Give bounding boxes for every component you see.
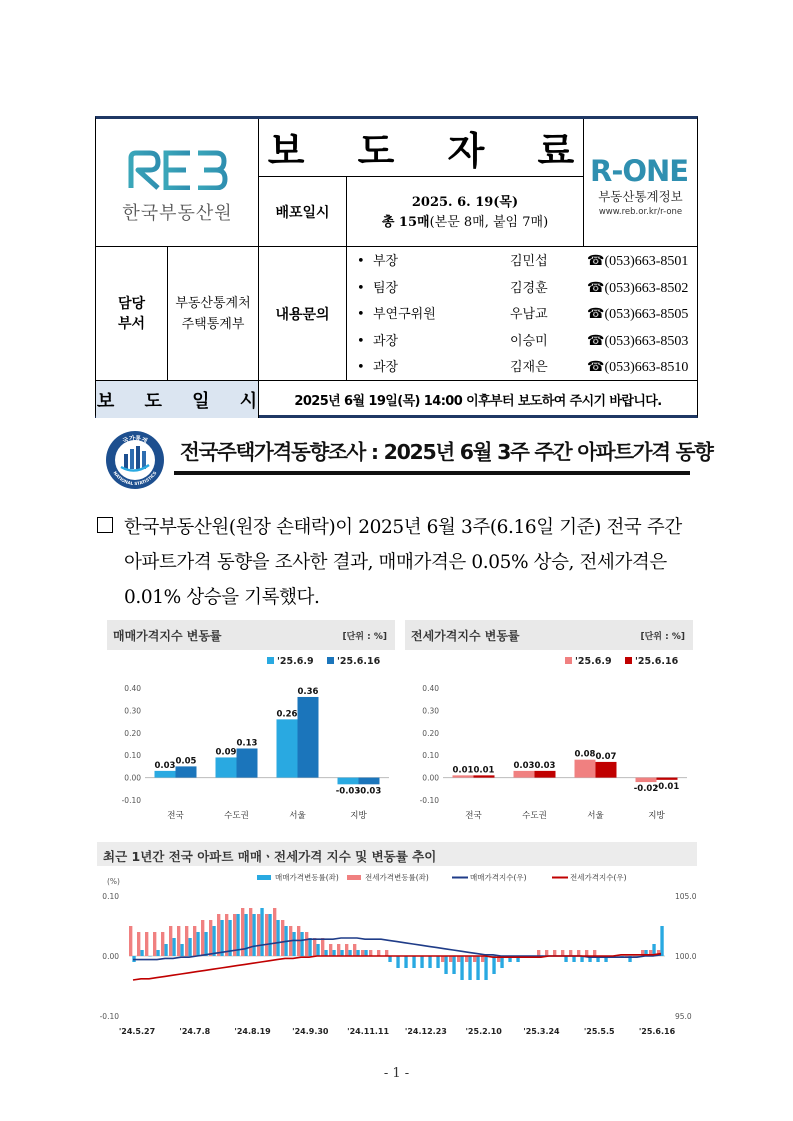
y-tick-label: 0.40: [124, 684, 141, 693]
legend-label: '25.6.16: [337, 656, 381, 667]
trend-bar: [356, 950, 359, 956]
contact-name: 김재은: [510, 360, 548, 375]
trend-bar: [553, 950, 556, 956]
doc-title-cell: [259, 119, 595, 177]
y-tick-label: 0.10: [124, 751, 141, 761]
trend-bar: [292, 932, 295, 956]
trend-bar: [268, 914, 271, 956]
headline-banner: [104, 425, 713, 487]
trend-bar: [316, 944, 319, 956]
trend-bar: [377, 950, 380, 956]
trend-bar: [369, 950, 372, 956]
x-tick-label: '24.7.8: [179, 1027, 211, 1036]
contact-name: 김민섭: [510, 254, 548, 269]
bar: [636, 778, 657, 782]
x-tick-label: 서울: [587, 811, 604, 821]
department-value: [168, 247, 259, 381]
trend-bar: [564, 956, 567, 962]
bar: [277, 719, 298, 777]
contact-phone[interactable]: ☎(053)663-8503: [587, 333, 689, 349]
bullet: •: [357, 333, 365, 349]
data-label: 0.07: [595, 751, 617, 762]
reb-logo: [128, 150, 228, 190]
contact-name: 우남교: [510, 307, 548, 322]
emblem-text-top: 국가통계: [121, 434, 149, 445]
trend-bar: [308, 938, 311, 956]
brand-subtitle: 부동산통계정보: [598, 189, 683, 204]
bar: [596, 762, 617, 778]
legend-swatch: [565, 657, 572, 664]
trend-bar: [212, 926, 215, 956]
trend-bar: [412, 956, 415, 968]
trend-bar: [177, 926, 180, 956]
trend-bar: [481, 956, 484, 962]
bar: [155, 771, 176, 778]
trend-bar: [129, 926, 132, 956]
trend-bar: [569, 950, 572, 956]
trend-bar: [273, 908, 276, 956]
x-tick-label: '25.6.16: [638, 1027, 676, 1036]
doc-title: 보 도 자 료: [267, 129, 595, 173]
trend-bar: [305, 932, 308, 956]
y-tick-label: 0.10: [102, 892, 119, 901]
data-label: 0.09: [215, 747, 237, 758]
x-tick-label: 수도권: [224, 811, 249, 821]
trend-bar: [188, 938, 191, 956]
bullet: •: [357, 360, 365, 375]
department-name-2: 주택통계부: [181, 316, 245, 332]
x-tick-label: '24.5.27: [118, 1027, 156, 1036]
page-number: - 1 -: [383, 1066, 410, 1081]
trend-bar: [217, 914, 220, 956]
org-logo-cell: [96, 119, 259, 247]
r-one-logo-text: R-ONE: [590, 155, 689, 185]
trend-bar: [193, 926, 196, 956]
trend-bar: [492, 956, 495, 974]
sale-price-change-chart: [107, 620, 395, 826]
bar: [514, 771, 535, 778]
bar: [359, 778, 380, 785]
trend-bar: [185, 926, 188, 956]
bar: [474, 775, 495, 777]
data-label: 0.03: [513, 760, 535, 771]
contact-row: [347, 329, 697, 356]
distribution-date: 2025. 6. 19(목): [411, 195, 519, 210]
org-name: 한국부동산원: [122, 203, 233, 224]
trend-bar: [196, 932, 199, 956]
legend-label: 매매가격변동률(좌): [275, 873, 339, 882]
trend-bar: [353, 944, 356, 956]
trend-bar: [385, 950, 388, 956]
national-statistics-emblem: [104, 429, 166, 491]
y2-tick-label: 95.0: [675, 1012, 692, 1021]
bar: [298, 697, 319, 778]
bullet: •: [357, 254, 365, 269]
y-tick-label: 0.20: [124, 728, 141, 738]
trend-bar: [660, 926, 663, 956]
contact-row: [347, 302, 697, 329]
data-label: 0.05: [175, 756, 197, 767]
department-label: [96, 247, 168, 381]
x-tick-label: 수도권: [522, 811, 547, 821]
legend-swatch: [347, 875, 361, 880]
trend-bar: [345, 944, 348, 956]
y-tick-label: 0.40: [422, 684, 439, 693]
trend-bar: [420, 956, 423, 968]
contact-name: 김경훈: [510, 280, 548, 296]
trend-bar: [161, 932, 164, 956]
trend-bar: [313, 938, 316, 956]
x-tick-label: 서울: [289, 811, 306, 821]
y-tick-label: -0.10: [419, 796, 439, 805]
trend-bar: [476, 956, 479, 980]
bar: [453, 775, 474, 777]
trend-bar: [260, 908, 263, 956]
inquiry-label-text: 내용문의: [275, 306, 330, 323]
data-label: 0.01: [452, 765, 474, 776]
trend-bar: [484, 956, 487, 980]
x-tick-label: '25.3.24: [523, 1027, 560, 1036]
release-date-label-text: 보 도 일 시: [96, 390, 270, 412]
contact-phone[interactable]: ☎(053)663-8501: [587, 254, 689, 269]
inquiry-label: [259, 247, 347, 381]
sale-price-change-plot: [107, 650, 395, 826]
trend-bar: [441, 956, 444, 962]
data-label: 0.36: [297, 686, 319, 697]
data-label: -0.03: [335, 786, 361, 797]
chart-title: 최근 1년간 전국 아파트 매매ㆍ전세가격 지수 및 변동률 추이: [103, 849, 437, 864]
trend-bar: [169, 926, 172, 956]
chart-unit: [단위 : %]: [640, 632, 685, 642]
y-tick-label: 0.30: [422, 706, 439, 716]
distribution-pages-detail: (본문 8매, 붙임 7매): [429, 215, 549, 230]
trend-bar: [220, 920, 223, 956]
y-tick-label: 0.30: [124, 706, 141, 716]
legend-label: 전세가격변동률(좌): [365, 873, 429, 882]
release-date-label: [96, 381, 270, 418]
trend-bar: [276, 920, 279, 956]
data-label: 0.03: [534, 760, 556, 771]
trend-bar: [340, 950, 343, 956]
left-axis-unit: (%): [107, 877, 120, 886]
trend-bar: [585, 950, 588, 956]
legend-swatch: [327, 657, 334, 664]
trend-bar: [460, 956, 463, 980]
data-label: 0.08: [574, 749, 596, 760]
trend-bar: [364, 950, 367, 956]
jeonse-price-change-chart: [405, 620, 693, 826]
data-label: -0.02: [633, 784, 659, 795]
trend-bar: [388, 956, 391, 962]
bar: [176, 766, 197, 777]
bar: [216, 757, 237, 777]
trend-bar: [545, 950, 548, 956]
data-label: 0.01: [473, 765, 495, 776]
contact-row: [347, 276, 697, 303]
contact-name: 이승미: [510, 333, 548, 349]
data-label: -0.01: [654, 781, 680, 792]
trend-bar: [140, 950, 143, 956]
trend-bar: [436, 956, 439, 968]
yearly-trend-plot: [97, 866, 697, 1042]
trend-bar: [281, 920, 284, 956]
trend-bar: [348, 950, 351, 956]
x-tick-label: '24.12.23: [404, 1027, 447, 1036]
y-tick-label: -0.10: [121, 796, 141, 805]
chart-header: [97, 842, 697, 866]
trend-bar: [137, 932, 140, 956]
distribution-pages-total: 총 15매: [381, 215, 430, 230]
trend-bar: [404, 956, 407, 968]
trend-bar: [244, 914, 247, 956]
contact-row: [347, 249, 697, 276]
chart-header: [107, 620, 395, 650]
trend-bar: [537, 950, 540, 956]
y2-tick-label: 100.0: [675, 952, 697, 961]
contact-position: 과장: [373, 333, 399, 349]
data-label: -0.03: [356, 786, 382, 797]
contact-position: 팀장: [373, 280, 399, 296]
trend-bar: [468, 956, 471, 980]
chart-title: 매매가격지수 변동률: [113, 629, 222, 643]
trend-bar: [172, 938, 175, 956]
headline-title: 전국주택가격동향조사 : 2025년 6월 3주 주간 아파트가격 동향: [180, 440, 713, 464]
data-label: 0.13: [236, 738, 258, 749]
x-tick-label: 전국: [465, 811, 482, 821]
trend-bar: [201, 920, 204, 956]
trend-bar: [337, 944, 340, 956]
legend-label: '25.6.9: [277, 656, 314, 667]
distribution-value: [347, 177, 584, 247]
contact-position: 부장: [373, 254, 399, 269]
headline-underline: [174, 471, 690, 475]
trend-bar: [465, 956, 468, 962]
trend-bar: [428, 956, 431, 968]
department-name-1: 부동산통계처: [175, 295, 251, 311]
trend-bar: [396, 956, 399, 968]
chart-header: [405, 620, 693, 650]
y-tick-label: 0.00: [422, 773, 439, 783]
trend-bar: [593, 950, 596, 956]
department-label-line1: 담당: [117, 295, 146, 312]
trend-bar: [209, 920, 212, 956]
trend-bar: [449, 956, 452, 962]
bar: [237, 748, 258, 777]
trend-bar: [300, 932, 303, 956]
jeonse-price-change-plot: [405, 650, 693, 826]
contact-phone[interactable]: ☎(053)663-8510: [587, 360, 689, 375]
y-tick-label: 0.00: [124, 773, 141, 783]
summary-bullet-box: [97, 517, 113, 533]
trend-bar: [321, 938, 324, 956]
bullet: •: [357, 280, 365, 296]
x-tick-label: '25.5.5: [583, 1027, 615, 1036]
trend-bar: [457, 956, 460, 962]
trend-bar: [180, 944, 183, 956]
distribution-label: [259, 177, 347, 247]
contact-phone[interactable]: ☎(053)663-8505: [587, 307, 689, 322]
trend-bar: [572, 956, 575, 962]
trend-bar: [577, 950, 580, 956]
x-tick-label: '24.8.19: [234, 1027, 271, 1036]
trend-bar: [153, 932, 156, 956]
trend-bar: [156, 950, 159, 956]
chart-unit: [단위 : %]: [342, 632, 387, 642]
legend-swatch: [625, 657, 632, 664]
summary-paragraph: [97, 510, 703, 615]
x-tick-label: 전국: [167, 811, 184, 821]
trend-bar: [265, 914, 268, 956]
bar: [657, 778, 678, 780]
r-one-logo: [590, 155, 692, 185]
summary-text: 한국부동산원(원장 손태락)이 2025년 6월 3주(6.16일 기준) 전국 주간 아파트가격 동향을 조사한 결과, 매매가격은 0.05% 상승, 전세가격은 0.01% 상승을 기록했다.: [124, 517, 682, 608]
x-tick-label: '24.11.11: [347, 1027, 390, 1036]
emblem-text-bottom: NATIONAL STATISTICS: [112, 470, 158, 487]
y-tick-label: 0.20: [422, 728, 439, 738]
trend-bar: [452, 956, 455, 974]
y-tick-label: -0.10: [99, 1012, 119, 1021]
trend-bar: [164, 944, 167, 956]
legend-label: '25.6.9: [575, 656, 612, 667]
bar: [535, 771, 556, 778]
trend-bar: [252, 914, 255, 956]
x-tick-label: '25.2.10: [465, 1027, 502, 1036]
trend-bar: [329, 944, 332, 956]
bar: [338, 778, 359, 785]
release-date-value: 2025년 6월 19일(목) 14:00 이후부터 보도하여 주시기 바랍니다.: [294, 394, 662, 409]
trend-bar: [204, 932, 207, 956]
x-tick-label: 지방: [648, 811, 665, 821]
legend-label: 매매가격지수(우): [470, 873, 527, 882]
trend-bar: [473, 956, 476, 962]
trend-bar: [561, 950, 564, 956]
press-release-header: [95, 116, 698, 418]
contact-row: [347, 355, 697, 382]
trend-bar: [324, 950, 327, 956]
brand-url[interactable]: www.reb.or.kr/r-one: [598, 207, 683, 217]
y-tick-label: 0.00: [102, 952, 119, 961]
legend-swatch: [257, 875, 271, 880]
distribution-label-text: 배포일시: [275, 204, 330, 221]
trend-bar: [249, 908, 252, 956]
x-tick-label: 지방: [350, 811, 367, 821]
bullet: •: [357, 307, 365, 322]
yearly-trend-chart: [97, 842, 697, 1042]
contact-list: [347, 247, 697, 381]
trend-bar: [361, 950, 364, 956]
y-tick-label: 0.10: [422, 751, 439, 761]
department-label-line2: 부서: [117, 315, 146, 332]
contact-position: 과장: [373, 360, 399, 375]
trend-bar: [332, 950, 335, 956]
bar: [575, 760, 596, 778]
y2-tick-label: 105.0: [675, 892, 697, 901]
trend-bar: [257, 914, 260, 956]
legend-label: '25.6.16: [635, 656, 679, 667]
data-label: 0.03: [154, 760, 176, 771]
brand-logo-cell: [584, 119, 697, 247]
legend-label: 전세가격지수(우): [570, 873, 627, 882]
chart-title: 전세가격지수 변동률: [411, 629, 520, 643]
trend-bar: [225, 914, 228, 956]
legend-swatch: [267, 657, 274, 664]
distribution-pages: [347, 213, 583, 233]
contact-position: 부연구위원: [373, 307, 436, 322]
x-tick-label: '24.9.30: [292, 1027, 329, 1036]
data-label: 0.26: [276, 709, 298, 720]
trend-bar: [145, 932, 148, 956]
contact-phone[interactable]: ☎(053)663-8502: [587, 280, 689, 296]
trend-bar: [444, 956, 447, 974]
